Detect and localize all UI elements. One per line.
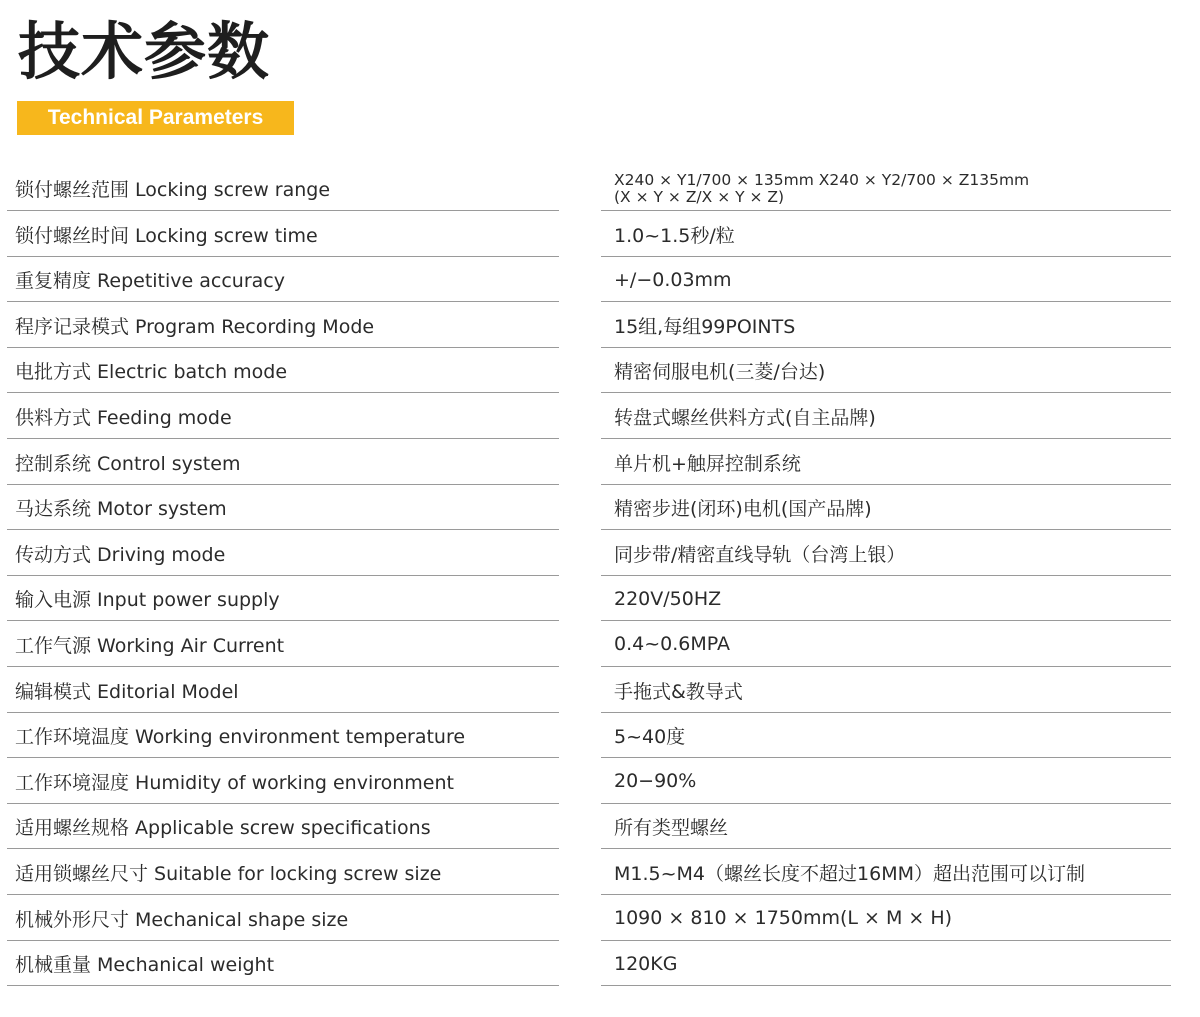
param-row [0, 486, 1200, 532]
param-row [0, 760, 1200, 806]
param-label: 电批方式 Electric batch mode [7, 349, 559, 393]
param-row [0, 669, 1200, 715]
param-row [0, 441, 1200, 487]
param-row [0, 942, 1200, 988]
param-label: 机械外形尺寸 Mechanical shape size [7, 897, 559, 941]
param-label: 机械重量 Mechanical weight [7, 942, 559, 986]
page-subtitle-badge: Technical Parameters [17, 101, 294, 135]
param-row [0, 304, 1200, 350]
page-title: 技术参数 [18, 15, 271, 88]
param-value: 单片机+触屏控制系统 [601, 441, 1171, 485]
param-label: 供料方式 Feeding mode [7, 395, 559, 439]
param-label: 适用锁螺丝尺寸 Suitable for locking screw size [7, 851, 559, 895]
param-value-line1: X240 × Y1/700 × 135mm X240 × Y2/700 × Z135mm [614, 170, 1030, 189]
param-row [0, 714, 1200, 760]
param-label: 工作气源 Working Air Current [7, 623, 559, 667]
param-value: 1090 × 810 × 1750mm(L × M × H) [601, 897, 1171, 941]
param-row [0, 213, 1200, 259]
param-label: 控制系统 Control system [7, 441, 559, 485]
param-value: +/−0.03mm [601, 258, 1171, 302]
param-row [0, 577, 1200, 623]
param-row [0, 532, 1200, 578]
param-row [0, 395, 1200, 441]
param-value: 220V/50HZ [601, 577, 1171, 621]
param-label: 编辑模式 Editorial Model [7, 669, 559, 713]
param-value: 0.4~0.6MPA [601, 623, 1171, 667]
param-label: 程序记录模式 Program Recording Mode [7, 304, 559, 348]
param-row [0, 805, 1200, 851]
param-value: 1.0~1.5秒/粒 [601, 213, 1171, 257]
param-value-line2: (X × Y × Z/X × Y × Z) [614, 187, 785, 206]
param-value: 20−90% [601, 760, 1171, 804]
param-value: 15组,每组99POINTS [601, 304, 1171, 348]
param-label: 适用螺丝规格 Applicable screw specifications [7, 805, 559, 849]
param-label: 马达系统 Motor system [7, 486, 559, 530]
param-row [0, 258, 1200, 304]
param-row [0, 349, 1200, 395]
param-label: 工作环境温度 Working environment temperature [7, 714, 559, 758]
parameter-table [0, 167, 1200, 988]
param-value: 精密步进(闭环)电机(国产品牌) [601, 486, 1171, 530]
param-label: 重复精度 Repetitive accuracy [7, 258, 559, 302]
param-value: M1.5~M4（螺丝长度不超过16MM）超出范围可以订制 [601, 851, 1171, 895]
param-value: 精密伺服电机(三菱/台达) [601, 349, 1171, 393]
param-row [0, 167, 1200, 213]
param-value [601, 167, 1171, 211]
param-label: 工作环境湿度 Humidity of working environment [7, 760, 559, 804]
param-label: 传动方式 Driving mode [7, 532, 559, 576]
param-label: 输入电源 Input power supply [7, 577, 559, 621]
param-row [0, 897, 1200, 943]
param-label: 锁付螺丝范围 Locking screw range [7, 167, 559, 211]
param-row [0, 623, 1200, 669]
param-value: 转盘式螺丝供料方式(自主品牌) [601, 395, 1171, 439]
param-row [0, 851, 1200, 897]
param-value: 手拖式&教导式 [601, 669, 1171, 713]
param-value: 同步带/精密直线导轨（台湾上银） [601, 532, 1171, 576]
param-value: 120KG [601, 942, 1171, 986]
param-label: 锁付螺丝时间 Locking screw time [7, 213, 559, 257]
param-value: 5~40度 [601, 714, 1171, 758]
param-value: 所有类型螺丝 [601, 805, 1171, 849]
